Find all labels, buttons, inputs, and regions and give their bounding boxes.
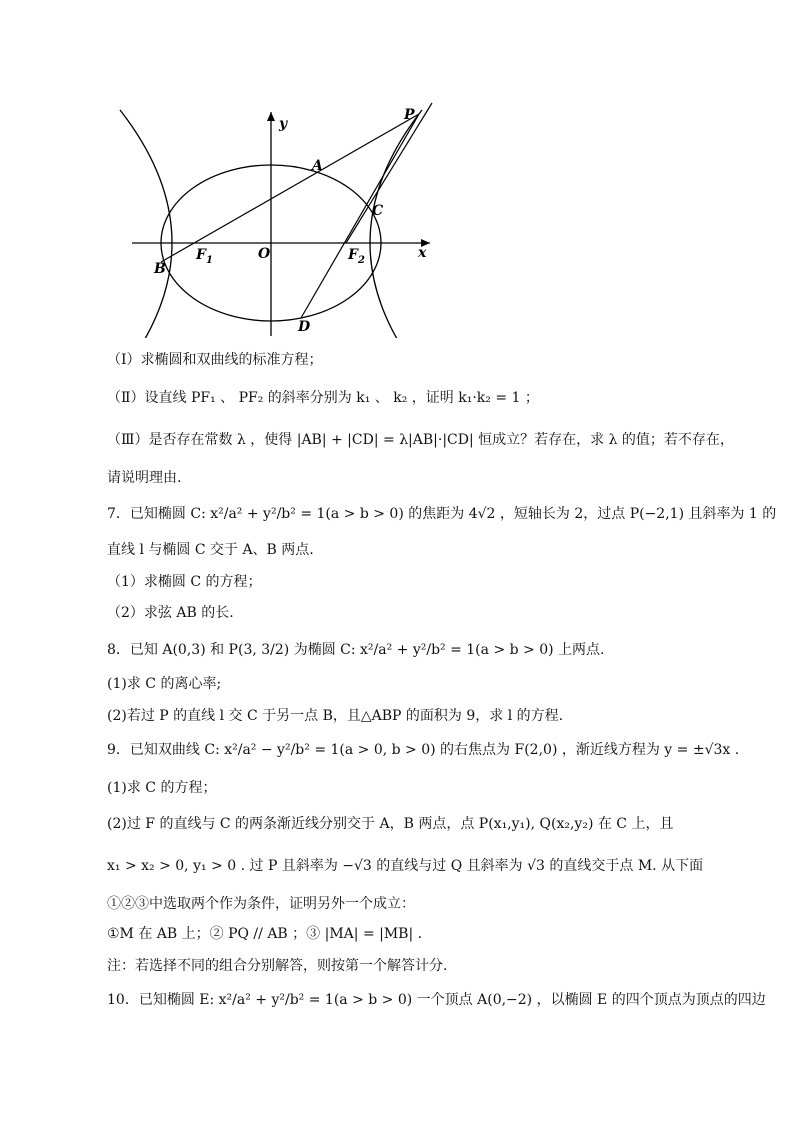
label-D: D [298,319,311,335]
text-line-19: 10．已知椭圆 E: x²/a² + y²/b² = 1(a > b > 0) 一个顶点 A(0,−2) ，以椭圆 E 的四个顶点为顶点的四边 [107,992,766,1008]
text-line-4: 请说明理由. [107,470,182,486]
label-P: P [404,107,415,123]
text-line-8: （2）求弦 AB 的长. [107,605,234,621]
text-line-11: (2)若过 P 的直线 l 交 C 于另一点 B，且△ABP 的面积为 9，求 l 的方程. [107,708,564,724]
label-x: x [418,245,427,261]
text-line-13: (1)求 C 的方程； [107,780,217,796]
text-line-18: 注：若选择不同的组合分别解答，则按第一个解答计分. [107,958,448,974]
text-line-16: ①②③中选取两个作为条件，证明另外一个成立： [107,896,415,912]
text-line-9: 8．已知 A(0,3) 和 P(3, 3/2) 为椭圆 C: x²/a² + y²/b² = 1(a > b > 0) 上两点. [107,642,605,658]
text-line-10: (1)求 C 的离心率; [107,676,222,692]
text-line-5: 7．已知椭圆 C: x²/a² + y²/b² = 1(a > b > 0) 的焦距为 4√2 ，短轴长为 2，过点 P(−2,1) 且斜率为 1 的 [107,506,777,522]
label-F1: $F_1$ [196,247,213,266]
label-A: A [312,158,323,174]
text-line-15: x₁ > x₂ > 0, y₁ > 0 . 过 P 且斜率为 −√3 的直线与过 Q 且斜率为 √3 的直线交于点 M. 从下面 [107,858,704,874]
text-line-6: 直线 l 与椭圆 C 交于 A、B 两点. [107,542,314,558]
label-F2: $F_2$ [348,247,365,266]
text-line-1: （Ⅰ）求椭圆和双曲线的标准方程； [107,352,323,368]
text-line-7: （1）求椭圆 C 的方程； [107,574,262,590]
text-line-14: (2)过 F 的直线与 C 的两条渐近线分别交于 A，B 两点，点 P(x₁,y₁), Q(x₂,y₂) 在 C 上，且 [107,816,674,832]
line-F2-P-extension [346,103,432,243]
label-B: B [154,261,166,277]
label-y: y [279,116,288,132]
line-PF2-D [301,114,419,318]
label-O: O [258,246,271,262]
text-line-17: ①M 在 AB 上；② PQ // AB ；③ |MA| = |MB| . [107,926,423,942]
ellipse-hyperbola-figure [115,100,435,340]
text-line-3: （Ⅲ）是否存在常数 λ ，使得 |AB| + |CD| = λ|AB|·|CD| 恒成立？若存在，求 λ 的值；若不存在， [107,432,734,448]
text-line-12: 9．已知双曲线 C: x²/a² − y²/b² = 1(a > 0, b > 0) 的右焦点为 F(2,0) ，渐近线方程为 y = ±√3x . [107,742,740,758]
y-axis-arrow [267,112,275,121]
text-line-2: （Ⅱ）设直线 PF₁ 、 PF₂ 的斜率分别为 k₁ 、 k₂ ，证明 k₁·k₂ = 1 ； [107,390,539,406]
label-C: C [372,203,384,219]
